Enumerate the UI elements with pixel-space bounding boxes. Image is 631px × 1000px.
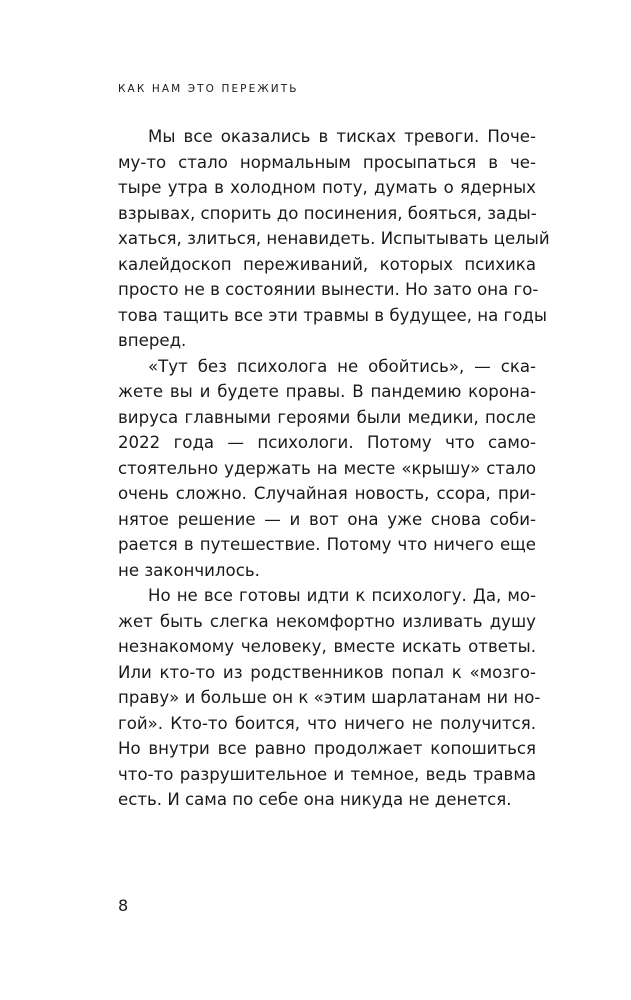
- text-line: «Тут без психолога не обойтись», — ска-: [148, 356, 536, 376]
- text-line: Но не все готовы идти к психологу. Да, мо-: [148, 586, 536, 605]
- text-line: Мы все оказались в тисках тревоги. Поче-: [148, 127, 536, 146]
- text-line: жет быть слегка некомфортно изливать душу: [118, 611, 536, 631]
- text-line: гой». Кто-то боится, что ничего не получится.: [118, 713, 536, 733]
- text-line: вперед.: [118, 331, 187, 350]
- text-line: нятое решение — и вот она уже снова соби-: [118, 509, 536, 529]
- running-header: КАК НАМ ЭТО ПЕРЕЖИТЬ: [118, 83, 299, 95]
- text-line: стоятельно удержать на месте «крышу» стало: [118, 458, 536, 478]
- text-line: му-то стало нормальным просыпаться в че-: [118, 152, 536, 172]
- text-line: тыре утра в холодном поту, думать о ядерных: [118, 178, 536, 197]
- text-line: просто не в состоянии вынести. Но зато она го-: [118, 280, 539, 299]
- text-line: взрывах, спорить до посинения, бояться, зады-: [118, 203, 537, 223]
- paragraph: [118, 124, 550, 354]
- text-line: жете вы и будете правы. В пандемию корона-: [118, 382, 536, 401]
- text-line: това тащить все эти травмы в будущее, на годы: [118, 305, 548, 325]
- body-text: [118, 124, 550, 813]
- page-number: 8: [118, 896, 129, 915]
- text-line: незнакомому человеку, вместе искать ответы.: [118, 637, 536, 656]
- text-line: есть. И сама по себе она никуда не денется.: [118, 790, 512, 809]
- text-line: 2022 года — психологи. Потому что само-: [118, 433, 536, 452]
- text-line: рается в путешествие. Потому что ничего еще: [118, 535, 536, 554]
- text-line: калейдоскоп переживаний, которых психика: [118, 254, 536, 274]
- paragraph: [118, 354, 536, 584]
- text-line: не закончилось.: [118, 560, 260, 580]
- text-line: что-то разрушительное и темное, ведь травма: [118, 764, 536, 784]
- text-line: хаться, злиться, ненавидеть. Испытывать целый: [118, 229, 550, 248]
- text-line: праву» и больше он к «этим шарлатанам ни но-: [118, 688, 541, 707]
- text-line: Но внутри все равно продолжает копошиться: [118, 739, 536, 758]
- paragraph: [118, 583, 541, 813]
- text-line: Или кто-то из родственников попал к «мозго-: [118, 662, 536, 682]
- text-line: очень сложно. Случайная новость, ссора, при-: [118, 484, 536, 503]
- text-line: вируса главными героями были медики, после: [118, 407, 536, 427]
